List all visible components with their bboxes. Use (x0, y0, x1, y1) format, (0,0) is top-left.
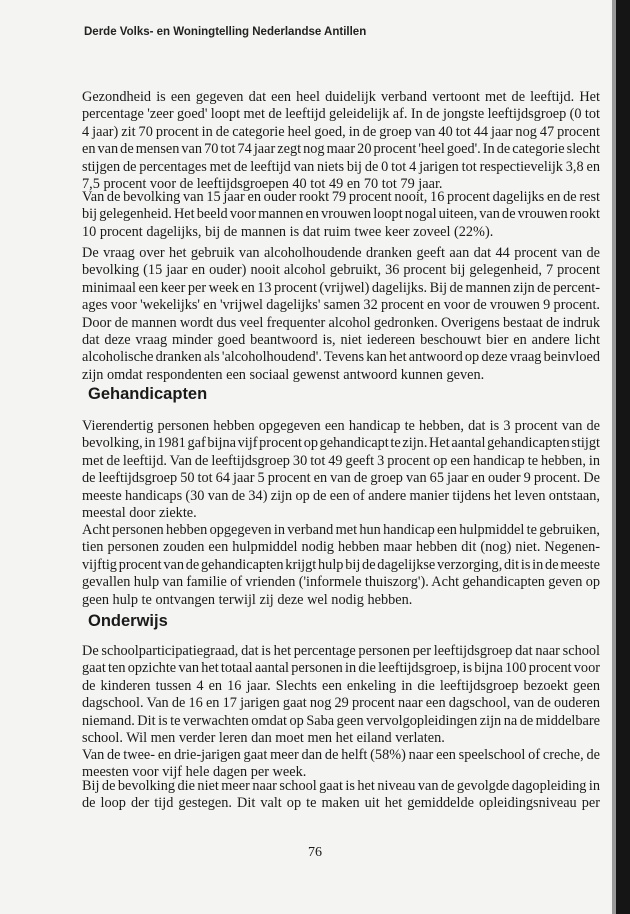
text-line: alcoholische dranken als 'alcoholhoudend'. Tevens kan het antwoord op deze vraag beinvloed (82, 349, 600, 366)
text-line: de loop der tijd gestegen. Dit valt op te maken uit het gemiddelde opleidingsniveau per (82, 795, 600, 812)
text-line: De vraag over het gebruik van alcoholhoudende dranken geeft aan dat 44 procent van de (82, 245, 600, 261)
text-line: tien personen zouden een hulpmiddel nodig hebben maar hebben dit (nog) niet. Negenen- (82, 539, 600, 556)
text-line: en van de mensen van 70 tot 74 jaar zegt nog maar 20 procent 'heel goed'. In de categorie slecht (82, 141, 600, 158)
text-line: dat deze vraag minder goed beantwoord is, niet iedereen beschouwt bier en andere licht (82, 332, 600, 349)
text-line: stijgen de percentages met de leeftijd van niets bij de 0 tot 4 jarigen tot respectievelijk 3,8 en (82, 158, 600, 175)
running-header: Derde Volks- en Woningtelling Nederlandse Antillen (84, 26, 367, 38)
text-line: Van de bevolking van 15 jaar en ouder rookt 79 procent nooit, 16 procent dagelijks en de rest (82, 189, 600, 205)
text-line: Vierendertig personen hebben opgegeven een handicap te hebben, dat is 3 procent van de (82, 418, 600, 434)
text-line: minimaal een keer per week en 13 procent (vrijwel) dagelijks. Bij de mannen zijn de percent- (82, 279, 600, 296)
text-line: Gezondheid is een gegeven dat een heel duidelijk verband vertoont met de leeftijd. Het (82, 89, 600, 105)
paragraph-health (82, 89, 600, 193)
text-line: school. Wil men verder leren dan moet men het eiland verlaten. (82, 730, 445, 747)
text-line: niemand. Dit is te verwachten omdat op Saba geen vervolgopleidingen zijn na de middelbare (82, 712, 600, 729)
text-line: meeste handicaps (30 van de 34) zijn op de een of andere manier tijdens het leven ontstaan, (82, 487, 600, 504)
text-line: De schoolparticipatiegraad, dat is het percentage personen per leeftijdsgroep dat naar school (82, 643, 600, 659)
text-line: percentage 'zeer goed' loopt met de leeftijd geleidelijk af. In de jongste leeftijdsgroep (0 tot (82, 106, 600, 123)
text-line: met de leeftijd. Van de leeftijdsgroep 30 tot 49 geeft 3 procent op een handicap te hebben, in (82, 452, 600, 469)
text-line: dagschool. Van de 16 en 17 jarigen gaat nog 29 procent naar een dagschool, van de ouderen (82, 695, 600, 712)
paragraph-speelschool (82, 747, 600, 782)
text-line: Acht personen hebben opgegeven in verband met hun handicap een hulpmiddel te gebruiken, (82, 522, 600, 538)
text-line: geen hulp te ontvangen terwijl zij deze wel nodig hebben. (82, 591, 413, 608)
paragraph-handicap (82, 418, 600, 522)
paragraph-school (82, 643, 600, 747)
text-line: bevolking (15 jaar en ouder) nooit alcohol gebruikt, 36 procent bij gelegenheid, 7 procent (82, 262, 600, 279)
text-line: Door de mannen wordt dus veel frequenter alcohol gedronken. Overigens bestaat de indruk (82, 314, 600, 331)
paragraph-opleiding (82, 778, 600, 813)
text-line: gevallen hulp van familie of vrienden ('informele thuiszorg'). Acht gehandicapten geven op (82, 574, 600, 591)
paragraph-smoking (82, 189, 600, 241)
scan-edge (616, 0, 630, 914)
text-line: meesten voor vijf hele dagen per week. (82, 764, 307, 781)
text-line: de leeftijdsgroep 50 tot 64 jaar 5 procent en van de groep van 65 jaar en ouder 9 procent. De (82, 470, 600, 487)
paragraph-alcohol (82, 245, 600, 384)
text-line: bij gelegenheid. Het beeld voor mannen en vrouwen loopt nogal uiteen, van de vrouwen rookt (82, 206, 600, 223)
text-line: 7,5 procent voor de leeftijdsgroepen 40 tot 49 en 70 tot 79 jaar. (82, 176, 443, 193)
text-line: meestal door ziekte. (82, 505, 197, 522)
heading-onderwijs: Onderwijs (88, 612, 168, 630)
text-line: 4 jaar) zit 70 procent in de categorie heel goed, in de groep van 40 tot 44 jaar nog 47 procent (82, 123, 600, 140)
heading-gehandicapten: Gehandicapten (88, 385, 208, 403)
text-line: gaat ten opzichte van het totaal aantal personen in die leeftijdsgroep, is bijna 100 procent voor (82, 660, 600, 677)
text-line: bevolking, in 1981 gaf bijna vijf procent op gehandicapt te zijn. Het aantal gehandicapten stijgt (82, 435, 600, 452)
text-line: de kinderen tussen 4 en 16 jaar. Slechts een enkeling in die leeftijdsgroep bezoekt geen (82, 677, 600, 694)
text-line: Van de twee- en drie-jarigen gaat meer dan de helft (58%) naar een speelschool of creche, de (82, 747, 600, 763)
text-line: 10 procent dagelijks, bij de mannen is dat ruim twee keer zoveel (22%). (82, 223, 494, 240)
text-line: zijn omdat respondenten een sociaal gewenst antwoord kunnen geven. (82, 366, 485, 383)
text-line: vijftig procent van de gehandicapten krijgt hulp bij de dagelijkse verzorging, dit is in de meeste (82, 556, 600, 573)
text-line: Bij de bevolking die niet meer naar school gaat is het niveau van de gevolgde dagopleiding in (82, 778, 600, 794)
paragraph-hulpmiddel (82, 522, 600, 609)
text-line: ages voor 'wekelijks' en 'vrijwel dagelijks' samen 32 procent en voor de vrouwen 9 procent. (82, 297, 600, 314)
page-number: 76 (308, 845, 322, 860)
